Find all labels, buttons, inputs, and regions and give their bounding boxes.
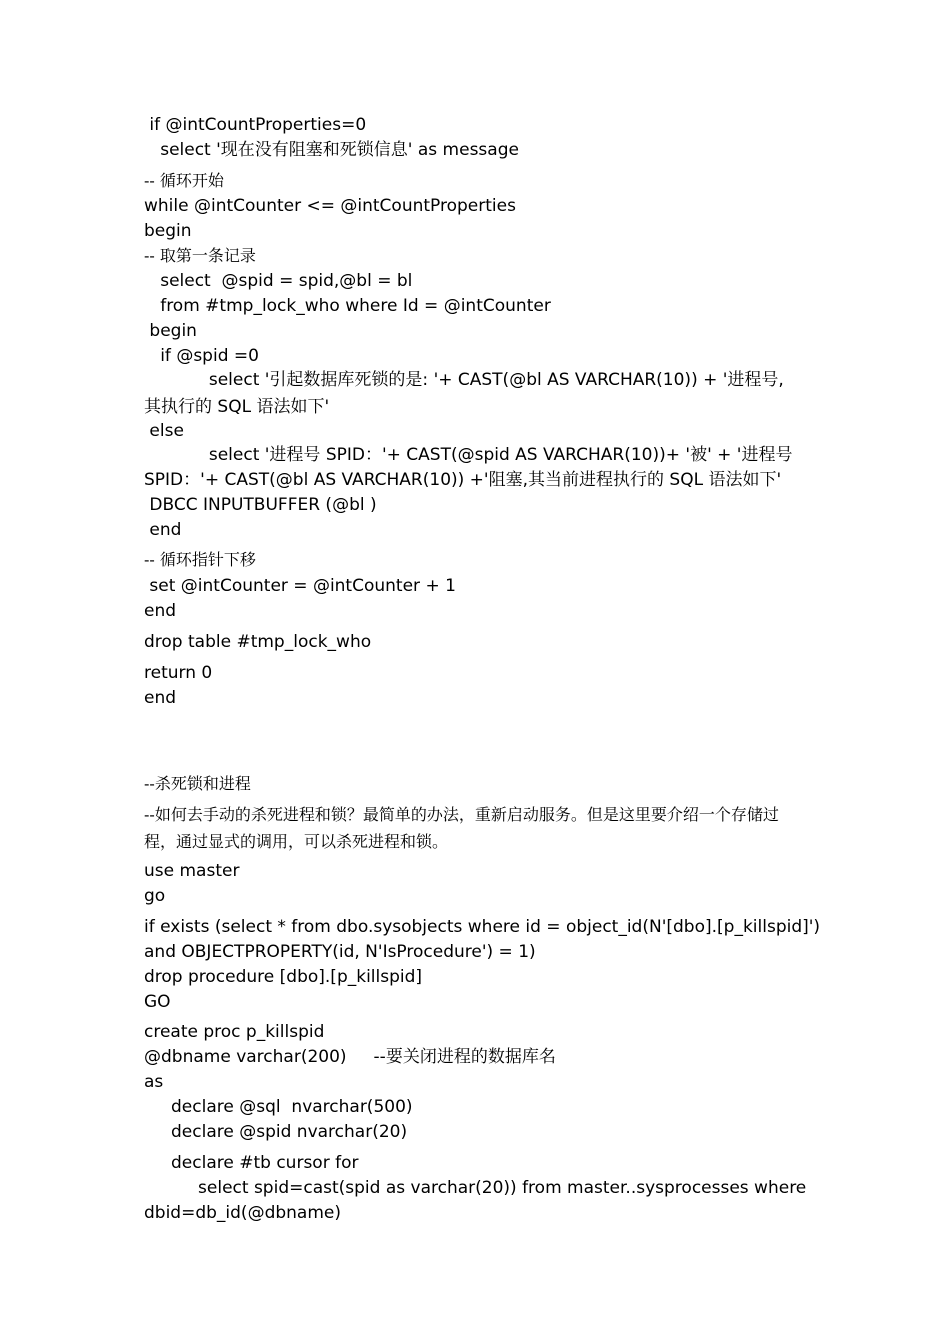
code-line: while @intCounter <= @intCountProperties [144, 196, 516, 216]
code-line: dbid=db_id(@dbname) [144, 1203, 341, 1223]
code-line: use master [144, 861, 240, 881]
comment-line: -- 取第一条记录 [144, 246, 256, 265]
comment-line: -- 循环指针下移 [144, 550, 256, 569]
comment-line: 程，通过显式的调用，可以杀死进程和锁。 [144, 832, 449, 851]
code-line: if exists (select * from dbo.sysobjects where id = object_id(N'[dbo].[p_killspid]') [144, 917, 821, 937]
code-line: begin [144, 221, 192, 241]
code-line: drop procedure [dbo].[p_killspid] [144, 967, 423, 987]
code-line: if @intCountProperties=0 [144, 115, 367, 135]
code-line: else [144, 421, 184, 441]
comment-line: -- 循环开始 [144, 171, 224, 190]
code-line: end [144, 688, 177, 708]
code-line: select spid=cast(spid as varchar(20)) from master..sysprocesses where [144, 1178, 807, 1198]
code-line: end [144, 520, 182, 540]
comment-line: --杀死锁和进程 [144, 774, 251, 793]
code-line: declare @sql nvarchar(500) [144, 1097, 413, 1117]
code-line: select @spid = spid,@bl = bl [144, 271, 413, 291]
code-line: select '引起数据库死锁的是: '+ CAST(@bl AS VARCHAR(10)) + '进程号, [144, 370, 784, 390]
code-line: return 0 [144, 663, 213, 683]
code-line: select '进程号 SPID：'+ CAST(@spid AS VARCHAR(10))+ '被' + '进程号 [144, 445, 793, 465]
code-line: SPID：'+ CAST(@bl AS VARCHAR(10)) +'阻塞,其当前进程执行的 SQL 语法如下' [144, 470, 782, 490]
code-line: select '现在没有阻塞和死锁信息' as message [144, 140, 519, 160]
code-line: @dbname varchar(200) --要关闭进程的数据库名 [144, 1047, 556, 1067]
code-line: GO [144, 992, 171, 1012]
code-line: go [144, 886, 166, 906]
code-line: and OBJECTPROPERTY(id, N'IsProcedure') = 1) [144, 942, 536, 962]
code-line: declare @spid nvarchar(20) [144, 1122, 408, 1142]
code-line: DBCC INPUTBUFFER (@bl ) [144, 495, 377, 515]
code-line: set @intCounter = @intCounter + 1 [144, 576, 456, 596]
comment-line: --如何去手动的杀死进程和锁？最简单的办法，重新启动服务。但是这里要介绍一个存储过 [144, 805, 779, 824]
code-line: as [144, 1072, 164, 1092]
code-line: begin [144, 321, 197, 341]
code-line: declare #tb cursor for [144, 1153, 359, 1173]
code-line: create proc p_killspid [144, 1022, 325, 1042]
code-line: if @spid =0 [144, 346, 259, 366]
code-line: end [144, 601, 177, 621]
code-line: 其执行的 SQL 语法如下' [144, 397, 330, 417]
code-line: drop table #tmp_lock_who [144, 632, 372, 652]
code-line: from #tmp_lock_who where Id = @intCounter [144, 296, 551, 316]
